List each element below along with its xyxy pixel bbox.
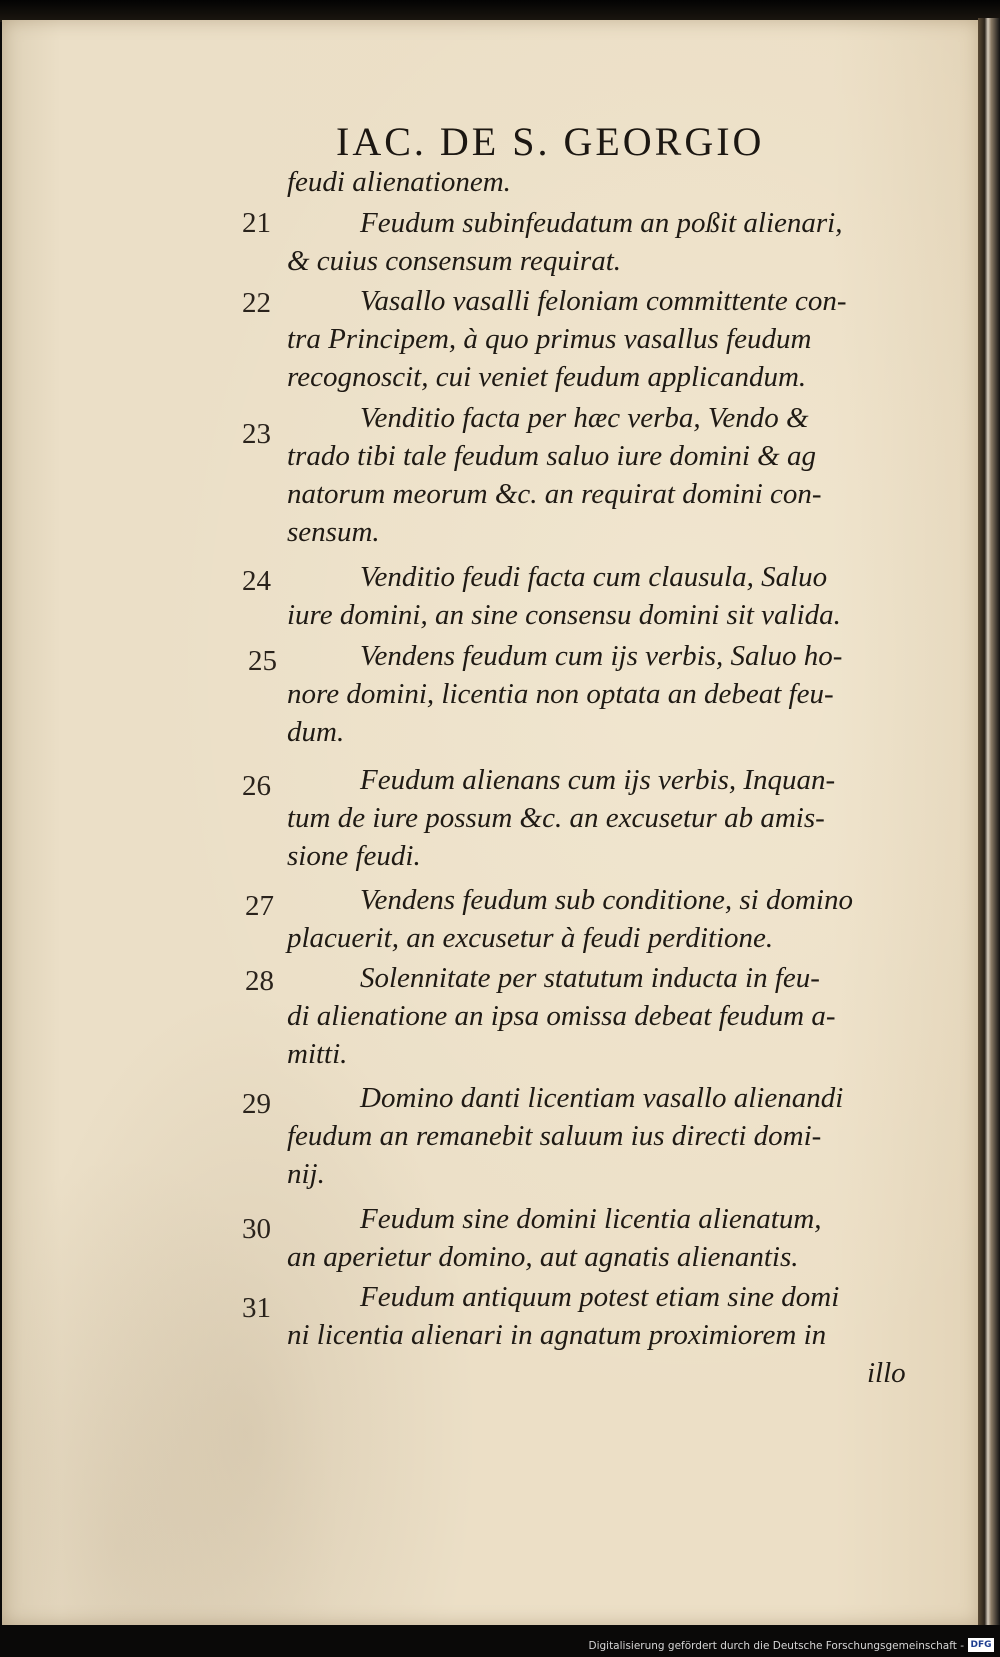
text-line: nore domini, licentia non optata an debeat feu- [287,678,834,710]
entry-number: 23 [242,418,271,450]
entry-number: 31 [242,1292,271,1324]
text-line: Feudum antiquum potest etiam sine domi [360,1281,840,1313]
text-line: nij. [287,1158,325,1190]
text-line: Venditio feudi facta cum clausula, Saluo [360,561,828,593]
text-line: Venditio facta per hæc verba, Vendo & [360,402,809,434]
entry-number: 21 [242,207,271,239]
text-line: Feudum alienans cum ijs verbis, Inquan- [360,764,836,796]
text-line: sensum. [287,516,380,548]
text-line: Solennitate per statutum inducta in feu- [360,962,820,994]
text-line: tum de iure possum &c. an excusetur ab amis- [287,802,825,834]
text-line: Feudum subinfeudatum an poßit alienari, [360,207,843,239]
text-line: natorum meorum &c. an requirat domini con- [287,478,822,510]
text-line: Domino danti licentiam vasallo alienandi [360,1082,844,1114]
text-line: ni licentia alienari in agnatum proximiorem in [287,1319,827,1351]
entry-number: 28 [245,965,274,997]
text-line: placuerit, an excusetur à feudi perditione. [287,922,774,954]
entry-number: 24 [242,565,271,597]
text-line: Vendens feudum sub conditione, si domino [360,884,853,916]
text-line: feudum an remanebit saluum ius directi domi- [287,1120,822,1152]
text-line: & cuius consensum requirat. [287,245,622,277]
text-line: sione feudi. [287,840,421,872]
text-line: feudi alienationem. [287,166,511,198]
text-line: Feudum sine domini licentia alienatum, [360,1203,822,1235]
entry-number: 26 [242,770,271,802]
entry-number: 22 [242,287,271,319]
text-line: recognoscit, cui veniet feudum applicandum. [287,361,807,393]
text-line: Vendens feudum cum ijs verbis, Saluo ho- [360,640,843,672]
entry-number: 29 [242,1088,271,1120]
entry-number: 30 [242,1213,271,1245]
dfg-logo: DFG [968,1638,994,1652]
text-line: mitti. [287,1038,348,1070]
top-shadow [0,0,1000,22]
text-line: an aperietur domino, aut agnatis alienantis. [287,1241,799,1273]
page-edge [978,18,1000,1628]
text-line: tra Principem, à quo primus vasallus feudum [287,323,812,355]
entry-number: 25 [248,645,277,677]
entry-number: 27 [245,890,274,922]
catchword: illo [867,1357,906,1389]
text-line: iure domini, an sine consensu domini sit valida. [287,599,841,631]
text-line: Vasallo vasalli feloniam committente con- [360,285,847,317]
text-line: di alienatione an ipsa omissa debeat feudum a- [287,1000,836,1032]
running-head: IAC. DE S. GEORGIO [336,119,765,164]
text-line: dum. [287,716,345,748]
text-line: trado tibi tale feudum saluo iure domini & ag [287,440,816,472]
digitization-credit: Digitalisierung gefördert durch die Deutsche Forschungsgemeinschaft - [588,1640,964,1652]
